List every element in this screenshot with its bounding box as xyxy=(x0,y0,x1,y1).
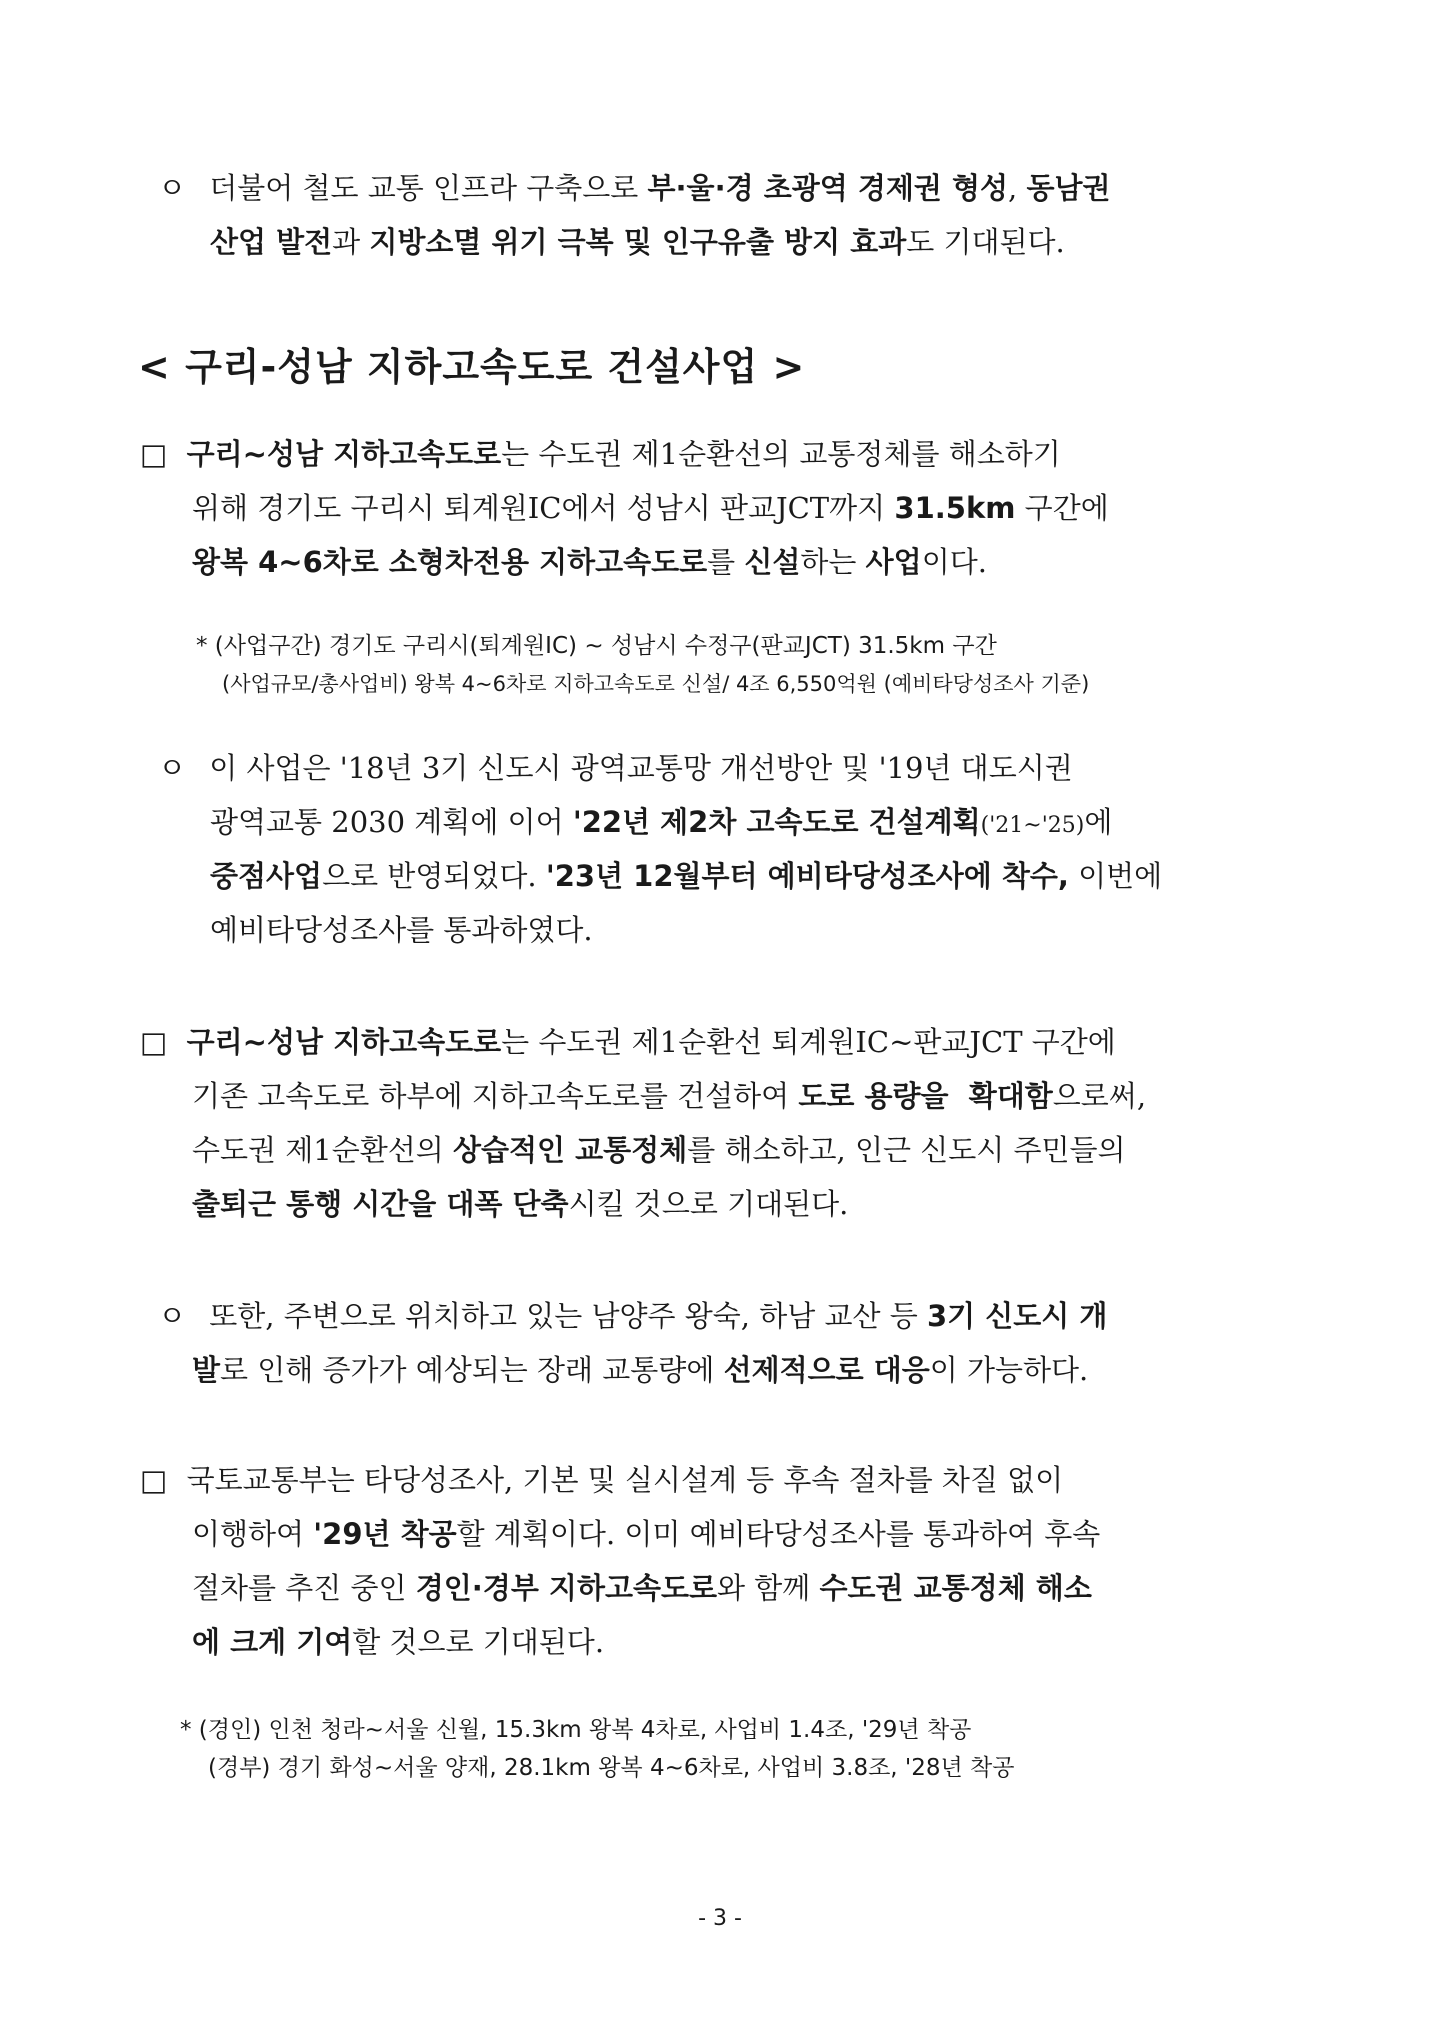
note1-line2: (사업규모/총사업비) 왕복 4~6차로 지하고속도로 신설/ 4조 6,550억원 (예비타당성조사 기준) xyxy=(222,672,1090,696)
para1-line2: 위해 경기도 구리시 퇴계원IC에서 성남시 판교JCT까지 31.5km 구간에 xyxy=(192,491,1109,525)
para0-line2: 산업 발전과 지방소멸 위기 극복 및 인구유출 방지 효과도 기대된다. xyxy=(210,225,1065,259)
para2-line1: ㅇ 이 사업은 '18년 3기 신도시 광역교통망 개선방안 및 '19년 대도시권 xyxy=(158,751,1073,785)
para3-line2: 기존 고속도로 하부에 지하고속도로를 건설하여 도로 용량을 확대함으로써, xyxy=(192,1079,1147,1113)
para3-line3: 수도권 제1순환선의 상습적인 교통정체를 해소하고, 인근 신도시 주민들의 xyxy=(192,1133,1126,1167)
para5-line4: 에 크게 기여할 것으로 기대된다. xyxy=(192,1625,605,1659)
para2-line3: 중점사업으로 반영되었다. '23년 12월부터 예비타당성조사에 착수, 이번에 xyxy=(210,859,1163,893)
para2-line4: 예비타당성조사를 통과하였다. xyxy=(210,913,593,947)
page-number: - 3 - xyxy=(698,1906,742,1931)
note2-line2: (경부) 경기 화성~서울 양재, 28.1km 왕복 4~6차로, 사업비 3.8조, '28년 착공 xyxy=(208,1755,1015,1781)
square-bullet-icon: □ xyxy=(140,1025,168,1059)
para4-line2: 발로 인해 증가가 예상되는 장래 교통량에 선제적으로 대응이 가능하다. xyxy=(192,1353,1089,1387)
circle-bullet-icon: ㅇ xyxy=(158,1299,187,1333)
para5-line1: □ 국토교통부는 타당성조사, 기본 및 실시설계 등 후속 절차를 차질 없이 xyxy=(140,1463,1064,1497)
section-heading: < 구리-성남 지하고속도로 건설사업 > xyxy=(138,345,806,389)
para5-line3: 절차를 추진 중인 경인·경부 지하고속도로와 함께 수도권 교통정체 해소 xyxy=(192,1571,1092,1605)
para0-line1: ㅇ 더불어 철도 교통 인프라 구축으로 부·울·경 초광역 경제권 형성, 동남권 xyxy=(158,171,1111,205)
para1-line1: □ 구리~성남 지하고속도로는 수도권 제1순환선의 교통정체를 해소하기 xyxy=(140,437,1061,471)
para3-line4: 출퇴근 통행 시간을 대폭 단축시킬 것으로 기대된다. xyxy=(192,1187,849,1221)
para1-line3: 왕복 4~6차로 소형차전용 지하고속도로를 신설하는 사업이다. xyxy=(192,545,987,579)
circle-bullet-icon: ㅇ xyxy=(158,171,187,205)
note2-line1: * (경인) 인천 청라~서울 신월, 15.3km 왕복 4차로, 사업비 1.4조, '29년 착공 xyxy=(180,1717,972,1743)
square-bullet-icon: □ xyxy=(140,1463,168,1497)
circle-bullet-icon: ㅇ xyxy=(158,751,187,785)
para4-line1: ㅇ 또한, 주변으로 위치하고 있는 남양주 왕숙, 하남 교산 등 3기 신도시 개 xyxy=(158,1299,1108,1333)
para2-line2: 광역교통 2030 계획에 이어 '22년 제2차 고속도로 건설계획('21~'25)에 xyxy=(210,805,1113,839)
para5-line2: 이행하여 '29년 착공할 계획이다. 이미 예비타당성조사를 통과하여 후속 xyxy=(192,1517,1101,1551)
square-bullet-icon: □ xyxy=(140,437,168,471)
para3-line1: □ 구리~성남 지하고속도로는 수도권 제1순환선 퇴계원IC~판교JCT 구간에 xyxy=(140,1025,1116,1059)
note1-line1: * (사업구간) 경기도 구리시(퇴계원IC) ~ 성남시 수정구(판교JCT) 31.5km 구간 xyxy=(196,633,997,659)
